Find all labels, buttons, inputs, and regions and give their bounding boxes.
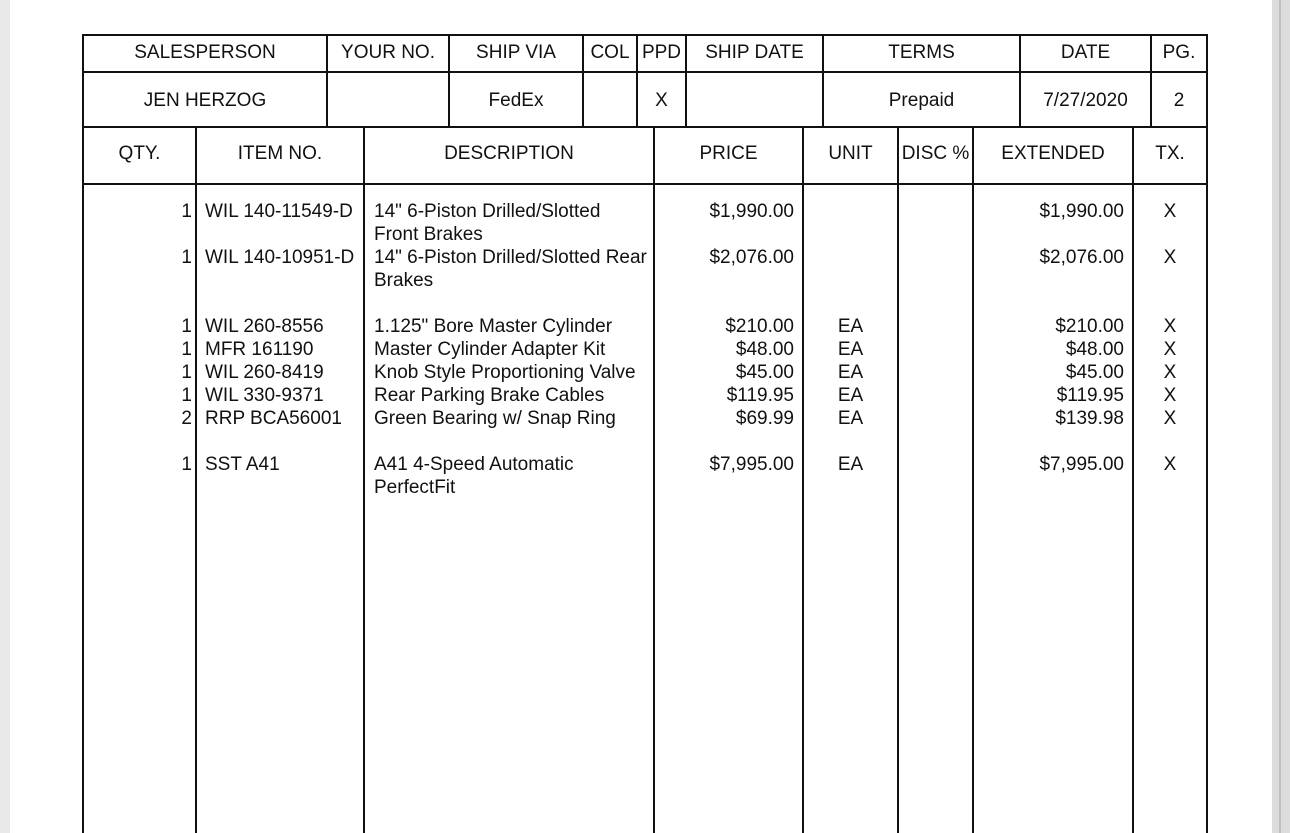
- line-item-description: Rear Parking Brake Cables: [374, 385, 605, 406]
- line-item-price: $210.00: [725, 316, 794, 337]
- label-ship-via: SHIP VIA: [476, 42, 556, 63]
- line-item-unit: EA: [837, 385, 864, 406]
- items-column-divider: [802, 126, 804, 833]
- label-col: COL: [590, 42, 630, 63]
- label-date: DATE: [1060, 42, 1111, 63]
- items-column-divider: [653, 126, 655, 833]
- line-item-tax: X: [1163, 316, 1177, 337]
- value-salesperson: JEN HERZOG: [143, 90, 267, 111]
- line-item-qty: 1: [181, 454, 192, 475]
- col-header-item-no: ITEM NO.: [237, 143, 323, 164]
- line-item-unit: EA: [837, 362, 864, 383]
- line-item-number: WIL 140-11549-D: [205, 201, 353, 222]
- col-header-unit: UNIT: [828, 143, 873, 164]
- col-header-price: PRICE: [699, 143, 758, 164]
- scrollbar-track-line: [1279, 0, 1281, 833]
- line-item-description: Master Cylinder Adapter Kit: [374, 339, 606, 360]
- line-item-description-cont: Front Brakes: [374, 224, 483, 245]
- line-item-extended: $48.00: [1065, 339, 1124, 360]
- line-item-number: MFR 161190: [205, 339, 314, 360]
- line-item-qty: 1: [181, 201, 192, 222]
- line-item-number: WIL 140-10951-D: [205, 247, 355, 268]
- items-column-divider: [972, 126, 974, 833]
- line-item-price: $2,076.00: [709, 247, 794, 268]
- value-date: 7/27/2020: [1043, 90, 1128, 111]
- line-item-extended: $139.98: [1055, 408, 1124, 429]
- info-box-top-border: [82, 34, 1208, 36]
- label-terms: TERMS: [888, 42, 955, 63]
- line-item-unit: EA: [837, 316, 864, 337]
- items-column-divider: [82, 126, 84, 833]
- line-item-price: $1,990.00: [709, 201, 794, 222]
- line-item-tax: X: [1163, 247, 1177, 268]
- viewer-scrollbar[interactable]: [1272, 0, 1290, 833]
- line-item-extended: $2,076.00: [1039, 247, 1124, 268]
- label-ppd: PPD: [641, 42, 682, 63]
- line-item-extended: $7,995.00: [1039, 454, 1124, 475]
- line-item-price: $45.00: [735, 362, 794, 383]
- line-item-extended: $119.95: [1056, 385, 1124, 406]
- col-header-qty: QTY.: [118, 143, 161, 164]
- line-item-tax: X: [1163, 201, 1177, 222]
- line-item-unit: EA: [837, 339, 864, 360]
- line-item-description-cont: Brakes: [374, 270, 434, 291]
- line-item-price: $69.99: [735, 408, 794, 429]
- line-item-number: WIL 260-8556: [205, 316, 324, 337]
- info-box-divider: [1206, 34, 1208, 128]
- label-your-no: YOUR NO.: [341, 42, 435, 63]
- line-item-description: 14" 6-Piston Drilled/Slotted Rear: [374, 247, 647, 268]
- line-item-description: Green Bearing w/ Snap Ring: [374, 408, 616, 429]
- line-item-unit: EA: [837, 408, 864, 429]
- label-salesperson: SALESPERSON: [134, 42, 276, 63]
- info-box-bottom-border: [82, 126, 1208, 128]
- line-item-tax: X: [1163, 408, 1177, 429]
- value-ppd: X: [655, 90, 668, 111]
- line-item-qty: 2: [181, 408, 192, 429]
- line-item-unit: EA: [837, 454, 864, 475]
- line-item-number: SST A41: [205, 454, 280, 475]
- line-item-price: $48.00: [735, 339, 794, 360]
- items-column-divider: [897, 126, 899, 833]
- value-ship-via: FedEx: [488, 90, 544, 111]
- line-item-qty: 1: [181, 339, 192, 360]
- line-item-number: WIL 330-9371: [205, 385, 324, 406]
- line-item-number: RRP BCA56001: [205, 408, 342, 429]
- line-item-description: Knob Style Proportioning Valve: [374, 362, 636, 383]
- line-item-extended: $1,990.00: [1039, 201, 1124, 222]
- col-header-extended: EXTENDED: [1001, 143, 1105, 164]
- line-item-price: $7,995.00: [709, 454, 794, 475]
- line-item-tax: X: [1163, 362, 1177, 383]
- col-header-tx: TX.: [1155, 143, 1185, 164]
- value-pg: 2: [1173, 90, 1185, 111]
- info-box-mid-border: [82, 71, 1208, 73]
- line-item-qty: 1: [181, 385, 192, 406]
- col-header-disc: DISC %: [901, 143, 970, 164]
- items-column-divider: [363, 126, 365, 833]
- line-item-extended: $210.00: [1055, 316, 1124, 337]
- line-item-tax: X: [1163, 339, 1177, 360]
- value-terms: Prepaid: [888, 90, 955, 111]
- label-ship-date: SHIP DATE: [705, 42, 804, 63]
- items-header-bottom-border: [82, 183, 1208, 185]
- line-item-qty: 1: [181, 362, 192, 383]
- line-item-qty: 1: [181, 247, 192, 268]
- items-column-divider: [1206, 126, 1208, 833]
- line-item-extended: $45.00: [1065, 362, 1124, 383]
- line-item-qty: 1: [181, 316, 192, 337]
- line-item-description-cont: PerfectFit: [374, 477, 456, 498]
- line-item-number: WIL 260-8419: [205, 362, 324, 383]
- line-item-description: 1.125" Bore Master Cylinder: [374, 316, 613, 337]
- items-column-divider: [1132, 126, 1134, 833]
- line-item-tax: X: [1163, 385, 1177, 406]
- line-item-price: $119.95: [726, 385, 794, 406]
- col-header-description: DESCRIPTION: [444, 143, 574, 164]
- line-item-description: 14" 6-Piston Drilled/Slotted: [374, 201, 601, 222]
- label-pg: PG.: [1162, 42, 1196, 63]
- line-item-description: A41 4-Speed Automatic: [374, 454, 574, 475]
- items-column-divider: [195, 126, 197, 833]
- line-item-tax: X: [1163, 454, 1177, 475]
